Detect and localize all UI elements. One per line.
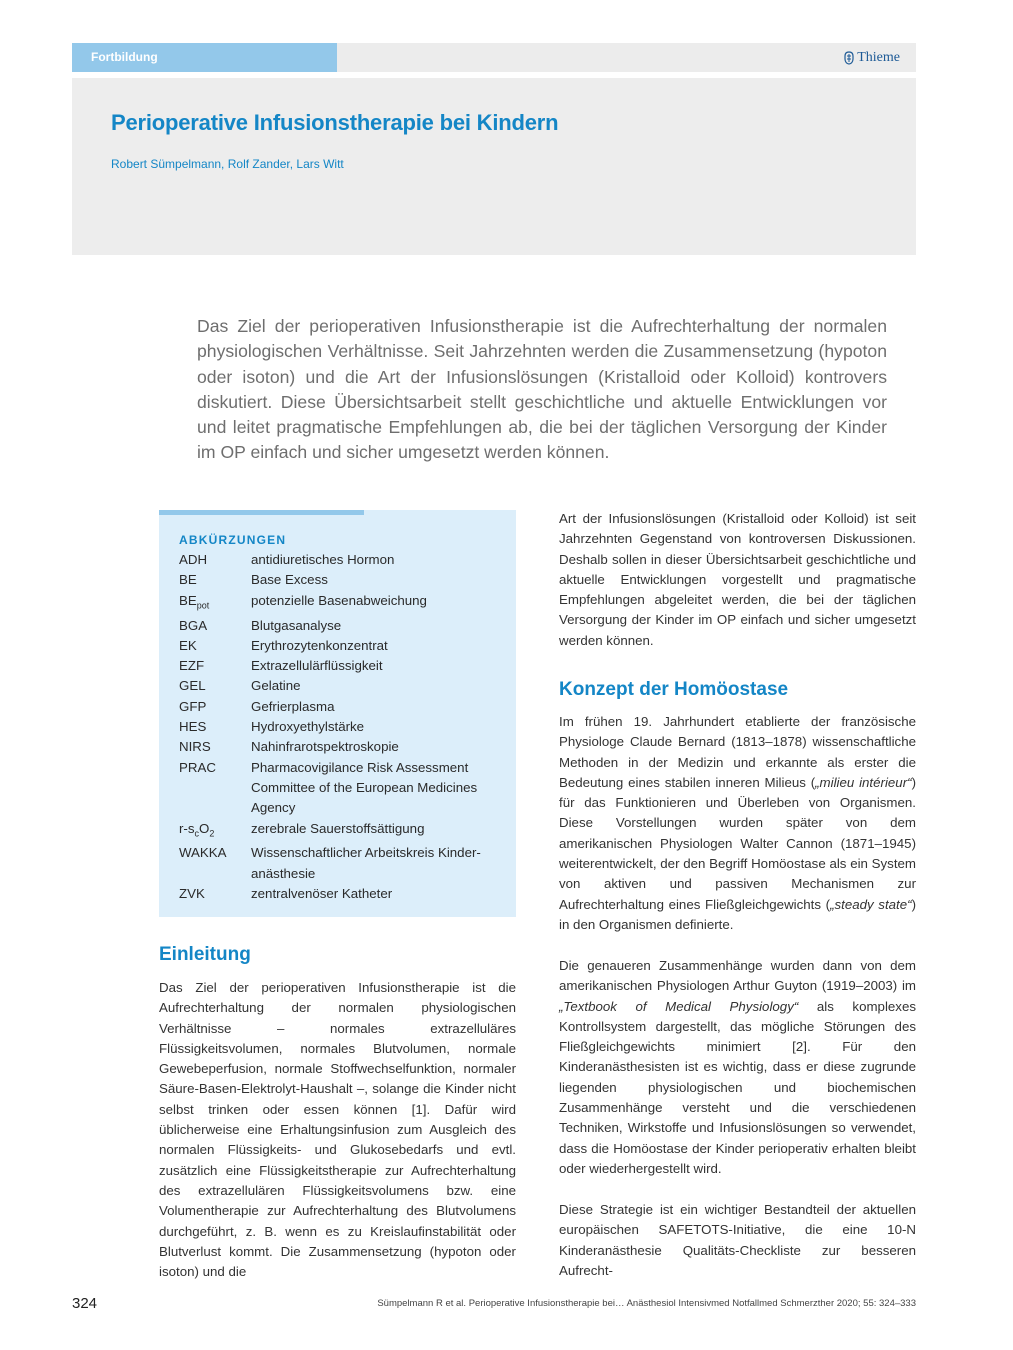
abbreviation-definition: Blutgasanalyse [251,617,342,633]
abstract: Das Ziel der perioperativen Infusionstherapie ist die Aufrechterhaltung der normalen physiologischen Verhältnisse. Seit Jahrzehnten werden die Zusammensetzung (hypoton oder isoton) und die Art der Infusionslösungen (Kristalloid oder Kolloid) kontrovers diskutiert. Diese Übersichtsarbeit stellt geschichtliche und aktuelle Entwicklungen vor und leitet pragmatische Empfehlungen ab, die bei der täglichen Versorgung der Kinder im OP einfach und sicher umgesetzt werden können. [197,316,887,463]
abbreviation-row [179,570,499,590]
abbreviation-term: $BE_{pot}$ [179,592,210,611]
abbreviation-row [179,550,499,570]
abbreviation-definition: Hydroxyethylstärke [251,719,365,735]
abbreviation-definition: Wissenschaftlicher Arbeitskreis Kinderanästhesie [251,845,481,881]
abbreviation-term: PRAC [179,759,216,775]
homoeostase-paragraph-2: Die genaueren Zusammenhänge wurden dann von dem amerikanischen Physiologen Arthur Guyton (1919–2003) im „Textbook of Medical Physiology“ als komplexes Kontrollsystem dargestellt, das mögliche Störungen des Fließgleichgewichts minimiert [2]. Für den Kinderanästhesisten ist es wichtig, dass er diese zugrunde liegenden physiologischen und biochemischen Zusammenhänge versteht und die verschiedenen Techniken, Wirkstoffe und Infusionslösungen so verwendet, dass die Homöostase der Kinder perioperativ erhalten bleibt oder wiederhergestellt wird. [559,958,916,1176]
abbreviation-term: WAKKA [179,845,227,861]
abbreviation-row [179,717,499,737]
homoeostase-paragraph-3: Diese Strategie ist ein wichtiger Bestandteil der aktuellen europäischen SAFETOTS-Initiative, die eine 10-N Kinderanästhesie Qualitäts-Checkliste zur besseren Aufrecht- [559,1202,916,1278]
abbreviation-row [179,758,499,819]
abbreviation-term: EZF [179,658,205,674]
abbreviation-term: HES [179,719,207,735]
publisher-brand [843,50,900,66]
abbreviation-term: GFP [179,698,207,714]
abbreviation-definition: Gefrierplasma [251,698,335,714]
abbreviation-term: GEL [179,678,206,694]
abbreviation-row [179,656,499,676]
abbreviation-definition: antidiuretisches Hormon [251,552,395,567]
abbreviation-term: NIRS [179,739,211,755]
abbreviations-list [179,550,499,904]
abbreviation-definition: Erythrozytenkonzentrat [251,637,388,653]
abbreviation-definition: Pharmacovigilance Risk Assessment Committee of the European Medicines Agency [251,759,478,816]
abbreviation-row [179,737,499,757]
page-number: 324 [72,1295,98,1312]
abbreviation-definition: Nahinfrarotspektroskopie [251,739,399,755]
abbreviation-row [179,676,499,696]
abbreviations-accent-bar [159,510,364,515]
abbreviation-row [179,616,499,636]
abbreviation-term: ZVK [179,886,205,902]
abbreviation-term: $r-s_cO_2$ [179,820,215,839]
section-label: Fortbildung [72,43,337,72]
section-heading-einleitung: Einleitung [159,944,251,965]
abbreviation-definition: zentralvenöser Katheter [251,886,393,902]
abbreviation-term: EK [179,637,197,653]
abbreviation-row [179,819,499,844]
abbreviation-definition: potenzielle Basenabweichung [251,592,427,608]
abbreviation-definition: Gelatine [251,678,301,694]
footer-citation: Sümpelmann R et al. Perioperative Infusionstherapie bei… Anästhesiol Intensivmed Notfallmed Schmerzther 2020; 55: 324–333 [377,1298,916,1309]
abbreviation-term: BGA [179,617,208,633]
homoeostase-paragraph-1: Im frühen 19. Jahrhundert etablierte der französische Physiologe Claude Bernard (1813–1878) wissenschaftliche Methoden in der Medizin und erkannte als erster die Bedeutung eines stabilen inneren Milieus („milieu intérieur“) für das Funktionieren und Überleben von Organismen. Diese Vorstellungen wurden später von dem amerikanischen Physiologen Walter Cannon (1871–1945) weiterentwickelt, der den Begriff Homöostase als ein System von aktiven und passiven Mechanismen zur Aufrechterhaltung eines Fließgleichgewichts („steady state“) in den Organismen definierte. [559,714,916,932]
einleitung-paragraph: Das Ziel der perioperativen Infusionstherapie ist die Aufrechterhaltung der normalen physiologischen Verhältnisse – normales extrazelluläres Flüssigkeitsvolumen, normales Blutvolumen, normale Gewebeperfusion, normale Stoffwechselfunktion, normaler Säure-Basen-Elektrolyt-Haushalt –, solange die Kinder nicht selbst trinken oder essen können [1]. Dafür wird üblicherweise eine Erhaltungsinfusion zum Ausgleich des normalen Flüssigkeits- und Glukosebedarfs und evtl. zusätzlich eine Flüssigkeitstherapie zur Aufrechterhaltung des extrazellulären Flüssigkeitsvolumens bzw. eine Volumentherapie zur Aufrechterhaltung des Blutvolumens durchgeführt, z. B. wenn es zu Kreislaufinstabilität oder Blutverlust kommt. Die Zusammensetzung (hypoton oder isoton) und die [159,980,516,1280]
abbreviation-row [179,697,499,717]
abbreviation-row [179,884,499,904]
abbreviation-term: ADH [179,552,208,567]
abbreviation-definition: Extrazellulärflüssigkeit [251,658,383,674]
thieme-logo-icon [843,51,855,65]
brand-name: Thieme [857,50,900,65]
abbreviations-heading: ABKÜRZUNGEN [179,533,287,547]
section-heading-homoeostase: Konzept der Homöostase [559,679,789,700]
abbreviation-row [179,843,499,884]
abbreviation-definition: Base Excess [251,572,328,588]
title-box [72,78,916,255]
header-bar [72,43,916,72]
abbreviations-box [159,510,516,917]
abbreviation-definition: zerebrale Sauerstoffsättigung [251,820,425,836]
article-authors: Robert Sümpelmann, Rolf Zander, Lars Witt [111,157,344,171]
abbreviation-term: BE [179,572,197,588]
abbreviation-row [179,636,499,656]
abbreviation-row [179,591,499,616]
article-title: Perioperative Infusionstherapie bei Kindern [111,110,559,135]
intro-continuation-paragraph: Art der Infusionslösungen (Kristalloid oder Kolloid) ist seit Jahrzehnten Gegenstand von kontroversen Diskussionen. Deshalb sollen in dieser Übersichtsarbeit geschichtliche und aktuelle Entwicklungen vorgestellt und pragmatische Empfehlungen abgeleitet werden, die bei der täglichen Versorgung der Kinder im OP einfach und sicher umgesetzt werden können. [559,511,916,648]
